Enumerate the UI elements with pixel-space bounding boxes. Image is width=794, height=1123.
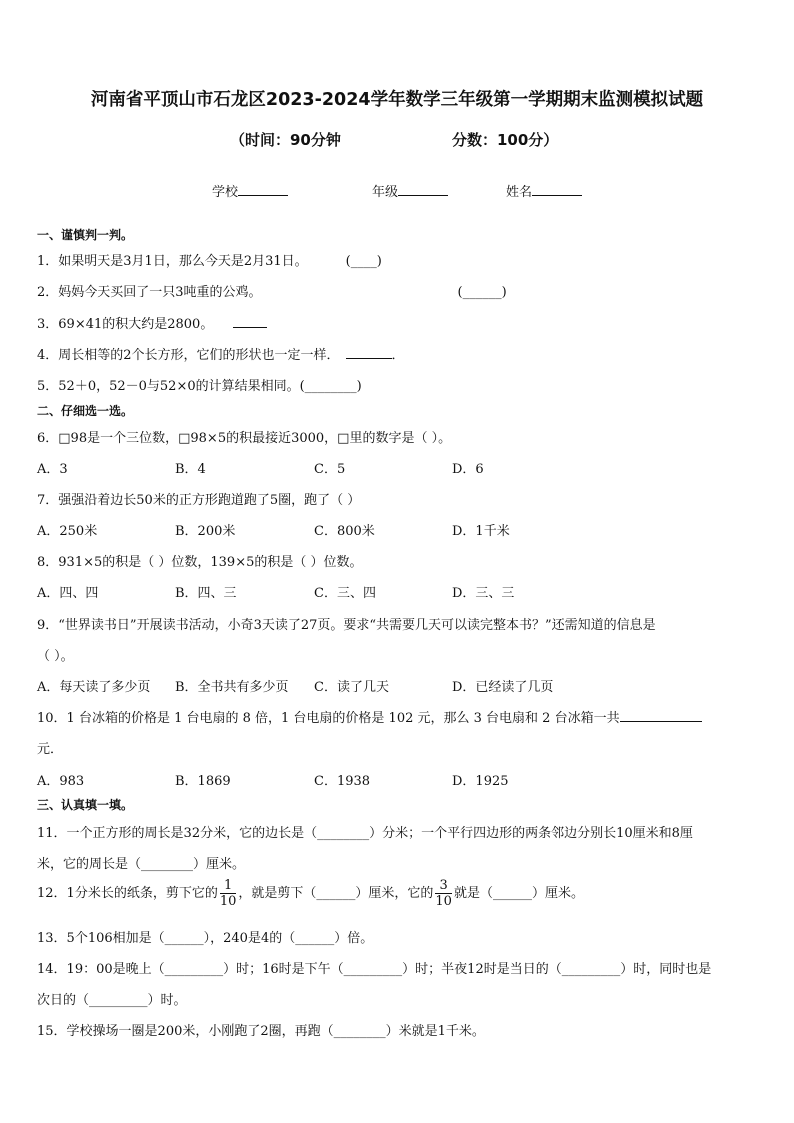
question-14-cont: 次日的（_________）时。 (37, 993, 187, 1008)
q10-option-c[interactable]: C．1938 (314, 774, 371, 789)
exam-score: 分数：100分） (452, 131, 559, 149)
question-2-answer[interactable]: (______) (457, 285, 507, 300)
q9-option-d[interactable]: D．已经读了几页 (452, 680, 554, 695)
q7-option-b[interactable]: B．200米 (175, 524, 236, 539)
q9-option-c[interactable]: C．读了几天 (314, 680, 389, 695)
section-heading-fill: 三、认真填一填。 (37, 798, 134, 812)
question-12-text-a: 12．1分米长的纸条，剪下它的 (37, 886, 218, 901)
q9-option-b[interactable]: B．全书共有多少页 (175, 680, 289, 695)
q7-option-c[interactable]: C．800米 (314, 524, 375, 539)
question-11: 11．一个正方形的周长是32分米，它的边长是（________）分米；一个平行四边形的两条邻边分别长10厘米和8厘 (37, 826, 693, 841)
question-10-blank[interactable] (620, 709, 702, 722)
q10-option-b[interactable]: B．1869 (175, 774, 231, 789)
exam-time: （时间：90分钟 (230, 131, 341, 149)
q7-option-a[interactable]: A．250米 (37, 524, 98, 539)
question-5: 5．52＋0，52－0与52×0的计算结果相同。(________) (37, 379, 362, 394)
section-heading-choose: 二、仔细选一选。 (37, 404, 134, 418)
q6-option-a[interactable]: A．3 (37, 462, 68, 477)
question-9-paren: （ ）。 (37, 649, 74, 664)
question-10-end: 元． (37, 742, 64, 757)
question-10-text: 10．1 台冰箱的价格是 1 台电扇的 8 倍，1 台电扇的价格是 102 元，那么 3 台电扇和 2 台冰箱一共 (37, 711, 620, 726)
section-heading-judge: 一、谨慎判一判。 (37, 228, 134, 242)
question-12-text-c: 就是（______）厘米。 (453, 886, 584, 901)
school-blank[interactable] (238, 183, 288, 196)
question-12-text-b: ，就是剪下（______）厘米，它的 (238, 886, 434, 901)
question-4-end: ． (391, 348, 405, 363)
q8-option-c[interactable]: C．三、四 (314, 586, 376, 601)
question-3-text: 3．69×41的积大约是2800。 (37, 317, 214, 332)
question-4-text: 4．周长相等的2个长方形，它们的形状也一定一样． (37, 348, 340, 363)
question-3 (37, 313, 267, 332)
question-11-cont: 米，它的周长是（________）厘米。 (37, 857, 246, 872)
question-4-blank[interactable] (346, 346, 392, 359)
q6-option-d[interactable]: D．6 (452, 462, 484, 477)
question-2 (37, 281, 507, 300)
question-8: 8．931×5的积是（ ）位数，139×5的积是（ ）位数。 (37, 555, 363, 570)
q6-option-c[interactable]: C．5 (314, 462, 346, 477)
question-1-text: 1．如果明天是3月1日，那么今天是2月31日。 (37, 254, 308, 269)
question-2-text: 2．妈妈今天买回了一只3吨重的公鸡。 (37, 285, 262, 300)
fraction-denominator: 10 (435, 894, 452, 909)
question-6: 6．□98是一个三位数，□98×5的积最接近3000，□里的数字是（ ）。 (37, 431, 452, 446)
question-7: 7．强强沿着边长50米的正方形跑道跑了5圈，跑了（ ） (37, 493, 361, 508)
q8-option-b[interactable]: B．四、三 (175, 586, 237, 601)
q10-option-a[interactable]: A．983 (37, 774, 85, 789)
fraction-numerator: 3 (435, 879, 452, 894)
question-15: 15．学校操场一圈是200米，小刚跑了2圈，再跑（________）米就是1千米。 (37, 1024, 485, 1039)
q8-option-d[interactable]: D．三、三 (452, 586, 515, 601)
question-12 (37, 879, 584, 908)
grade-blank[interactable] (398, 183, 448, 196)
q6-option-b[interactable]: B．4 (175, 462, 206, 477)
question-13: 13．5个106相加是（______），240是4的（______）倍。 (37, 931, 374, 946)
school-label: 学校 (212, 185, 239, 200)
question-1-answer[interactable]: (____) (345, 254, 382, 269)
question-10 (37, 707, 702, 726)
fraction-denominator: 10 (219, 894, 237, 909)
fraction-numerator: 1 (220, 879, 237, 894)
question-9: 9．“世界读书日”开展读书活动，小奇3天读了27页。要求“共需要几天可以读完整本书？”还需知道的信息是 (37, 618, 656, 633)
q9-option-a[interactable]: A．每天读了多少页 (37, 680, 151, 695)
name-blank[interactable] (532, 183, 582, 196)
question-4 (37, 344, 405, 363)
name-label: 姓名 (506, 185, 533, 200)
question-1 (37, 250, 382, 269)
grade-field (372, 181, 448, 200)
q10-option-d[interactable]: D．1925 (452, 774, 509, 789)
fraction-one-tenth (220, 879, 237, 908)
fraction-three-tenths (435, 879, 452, 908)
grade-label: 年级 (372, 185, 399, 200)
page-title: 河南省平顶山市石龙区2023-2024学年数学三年级第一学期期末监测模拟试题 (90, 90, 704, 110)
name-field (506, 181, 582, 200)
question-14: 14．19：00是晚上（_________）时；16时是下午（_________）时；半夜12时是当日的（_________）时，同时也是 (37, 962, 712, 977)
q7-option-d[interactable]: D．1千米 (452, 524, 510, 539)
question-3-blank[interactable] (233, 315, 267, 328)
q8-option-a[interactable]: A．四、四 (37, 586, 99, 601)
school-field (212, 181, 288, 200)
